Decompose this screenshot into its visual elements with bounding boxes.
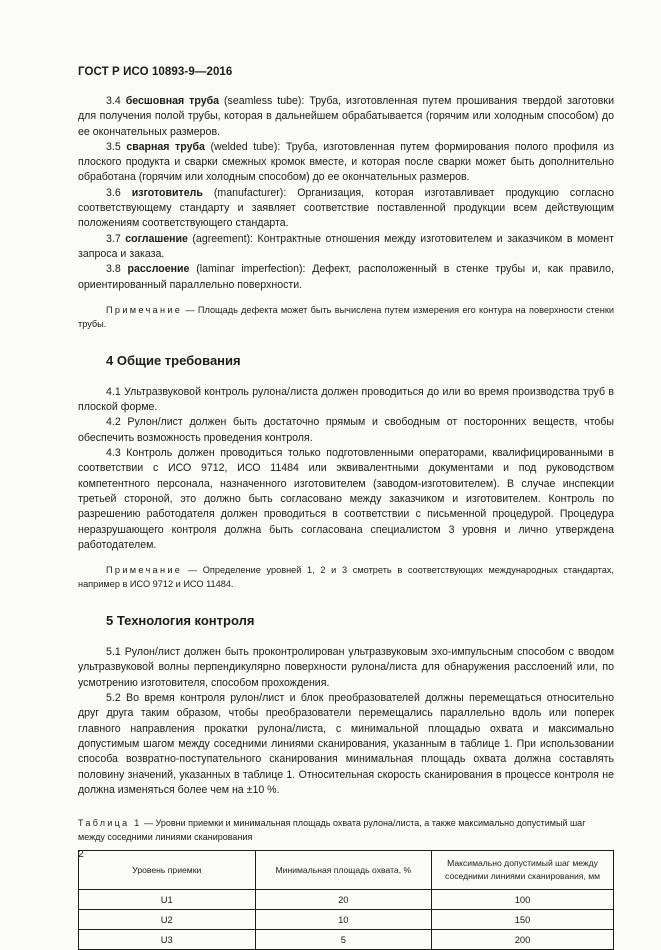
paragraph-4-3: 4.3 Контроль должен проводиться только подготовленными операторами, квалифицированными в соответствии с ИСО 9712, ИСО 11484 или эквивалентными документами и под руководством компетентного персонала, назначенного изготовителем (заводом-изготовителем). В случае инспекции третьей стороной, это должно быть согласовано между заказчиком и изготовителем. Контроль по разрешению работодателя должен проводиться в соответствии с письменной процедурой. Процедура неразрушающего контроля должна быть согласована специалистом 3 уровня и лично утверждена работодателем. bbox=[78, 447, 614, 551]
paragraph-4-2: 4.2 Рулон/лист должен быть достаточно прямым и свободным от посторонних веществ, чтобы обеспечить возможность проведения контроля. bbox=[78, 416, 614, 444]
term-3-4: 3.4 бесшовная труба (seamless tube): Труба, изготовленная путем прошивания твердой заготовки для получения полой трубы, которая в дальнейшем обрабатывается (горячим или холодным способом) до ее окончательных размеров. bbox=[78, 95, 614, 138]
term-3-6: 3.6 изготовитель (manufacturer): Организация, которая изготавливает продукцию согласно соответствующему стандарту и заявляет соответствие поставленной продукции всем действующим положениям соответствующего стандарта. bbox=[78, 186, 614, 230]
table-1-caption: Таблица 1 — Уровни приемки и минимальная площадь охвата рулона/листа, а также максимально допустимый шаг между соседними линиями сканирования bbox=[78, 818, 586, 843]
section-4-title: 4 Общие требования bbox=[106, 352, 241, 368]
note-levels: Примечание — Определение уровней 1, 2 и 3 смотреть в соответствующих международных стандартах, например в ИСО 9712 и ИСО 11484. bbox=[78, 565, 614, 590]
table-header-row bbox=[79, 851, 614, 890]
cell-level: U2 bbox=[79, 910, 256, 930]
page-number: 2 bbox=[78, 848, 84, 860]
cell-level: U3 bbox=[79, 930, 256, 950]
term-3-5: 3.5 сварная труба (welded tube): Труба, изготовленная путем формирования полого профиля из плоского продукта и сварки смежных кромок вместе, и которая после сварки может быть дополнительно обработана (горячим или холодным способом) до ее окончательных размеров. bbox=[78, 140, 615, 184]
table-row bbox=[79, 890, 614, 910]
paragraph-5-2: 5.2 Во время контроля рулон/лист и блок преобразователей должны перемещаться относительно друг друга таким образом, чтобы преобразователи перемещались параллельно вдоль или поперек главного направления прокатки рулона/листа, с минимальной площадью охвата и максимально допустимым шагом между соседними линиями сканирования, указанным в таблице 1. При использовании способа возвратно-поступательного сканирования минимальная площадь охвата должна составлять половину значений, указанных в таблице 1. Относительная скорость сканирования в процессе контроля не должна изменяться более чем на ±10 %. bbox=[78, 692, 614, 796]
cell-level: U1 bbox=[79, 890, 256, 910]
cell-step: 100 bbox=[432, 890, 614, 910]
cell-coverage: 5 bbox=[255, 930, 432, 950]
header-max-step: Максимально допустимый шаг между соседними линиями сканирования, мм bbox=[432, 851, 614, 890]
table-row bbox=[79, 910, 614, 930]
term-3-7: 3.7 соглашение (agreement): Контрактные отношения между изготовителем и заказчиком в момент запроса и заказа. bbox=[78, 232, 614, 260]
cell-coverage: 20 bbox=[255, 890, 432, 910]
paragraph-4-1: 4.1 Ультразвуковой контроль рулона/листа должен проводиться до или во время производства труб в плоской форме. bbox=[78, 385, 614, 414]
note-laminar: Примечание — Площадь дефекта может быть вычислена путем измерения его контура на поверхности стенки трубы. bbox=[78, 304, 614, 329]
paragraph-5-1: 5.1 Рулон/лист должен быть проконтролирован ультразвуковым эхо-импульсным способом с вводом ультразвуковой волны перпендикулярно поверхности рулона/листа для обнаружения расслоений или, по усмотрению изготовителя, способом прохождения. bbox=[78, 646, 614, 689]
table-row bbox=[79, 930, 614, 950]
page-content bbox=[78, 94, 614, 950]
section-5-title: 5 Технология контроля bbox=[106, 613, 255, 629]
cell-step: 200 bbox=[432, 930, 614, 950]
term-3-8: 3.8 расслоение (laminar imperfection): Дефект, расположенный в стенке трубы и, как правило, ориентированный параллельно поверхности. bbox=[78, 263, 614, 291]
header-acceptance-level: Уровень приемки bbox=[79, 851, 256, 890]
document-header: ГОСТ Р ИСО 10893-9—2016 bbox=[78, 66, 233, 78]
cell-coverage: 10 bbox=[255, 910, 432, 930]
cell-step: 150 bbox=[432, 910, 614, 930]
header-min-coverage: Минимальная площадь охвата, % bbox=[255, 851, 432, 890]
table-1 bbox=[78, 850, 614, 950]
